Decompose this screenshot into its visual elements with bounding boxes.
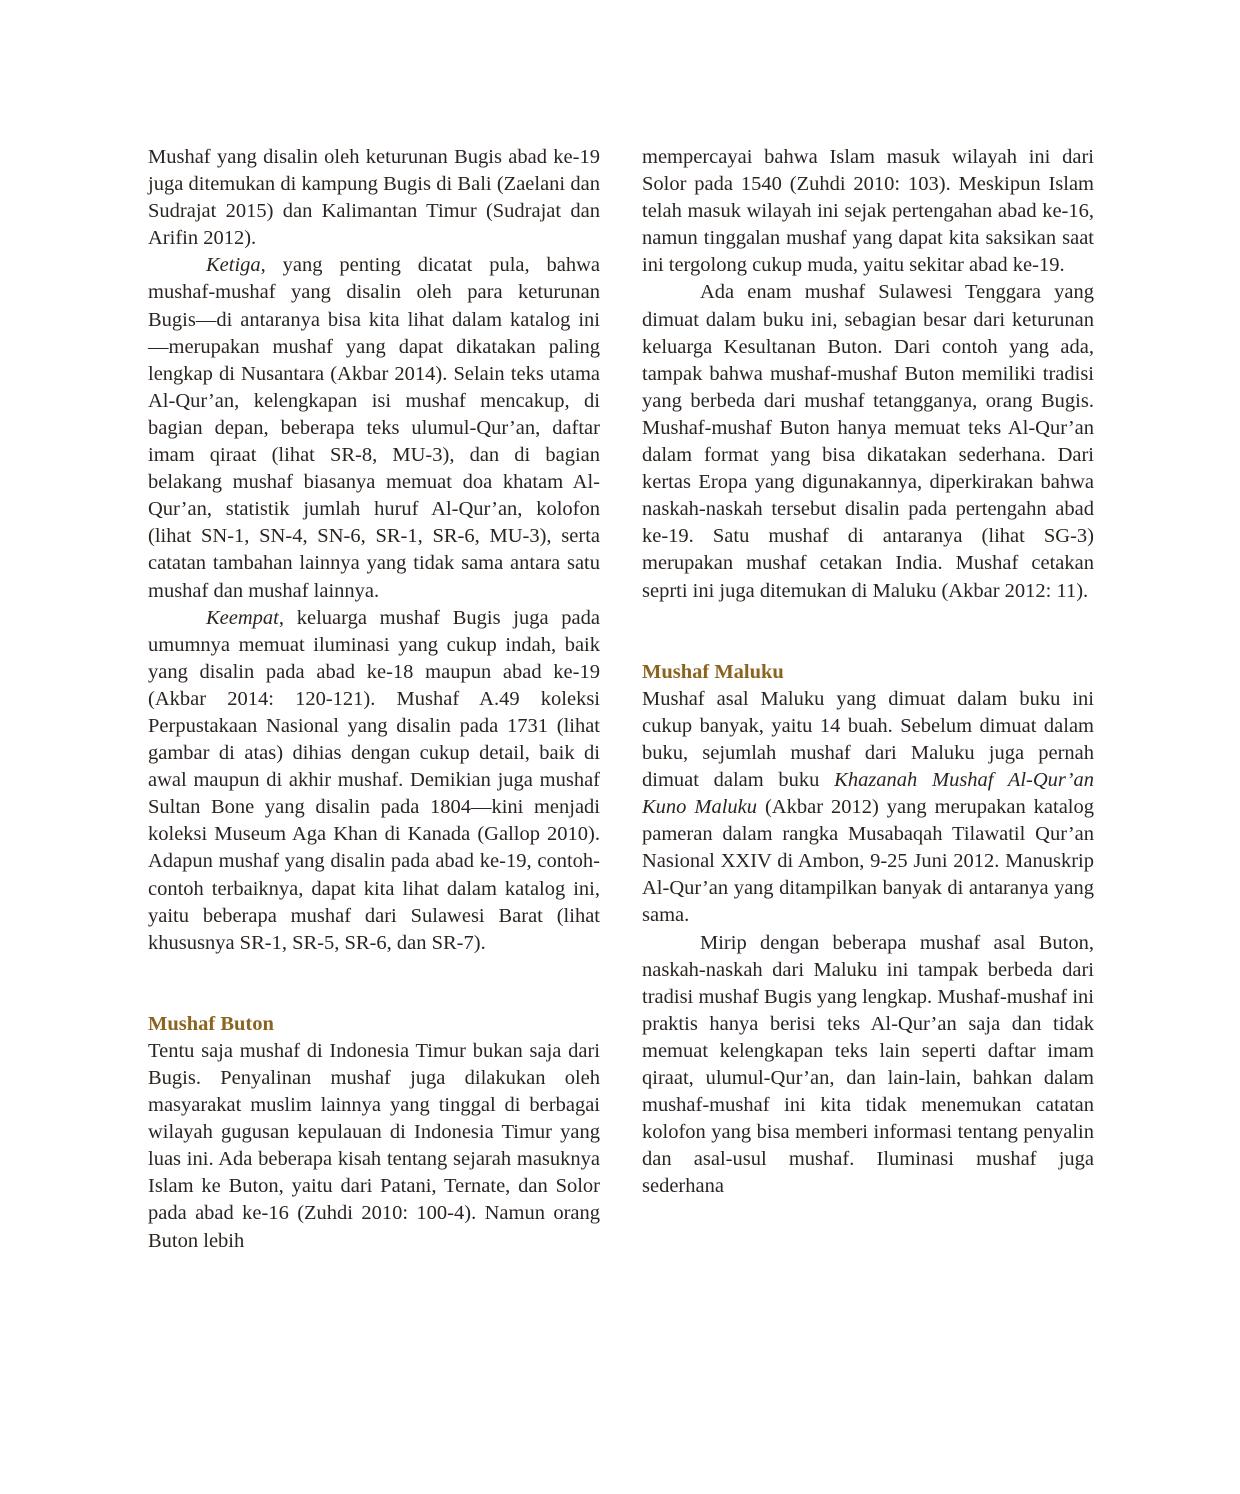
paragraph <box>642 686 1094 930</box>
section-heading-mushaf-maluku: Mushaf Maluku <box>642 660 784 683</box>
paragraph-text: , yang penting dicatat pula, bahwa mushaf-mushaf yang disalin oleh para keturunan Bugis—di antaranya bisa kita lihat dalam katalog ini—merupakan mushaf yang dapat dikatakan paling lengkap di Nusantara (Akbar 2014). Selain teks utama Al-Qur’an, kelengkapan isi mushaf mencakup, di bagian depan, beberapa teks ulumul-Qur’an, daftar imam qiraat (lihat SR-8, MU-3), dan di bagian belakang mushaf biasanya memuat doa khatam Al-Qur’an, statistik jumlah huruf Al-Qur’an, kolofon (lihat SN-1, SN-4, SN-6, SR-1, SR-6, MU-3), serta catatan tambahan lainnya yang tidak sama antara satu mushaf dan mushaf lainnya. <box>148 254 600 602</box>
book-title: Khazanah Mushaf Al-Qur’an Kuno Maluku <box>642 768 1094 819</box>
paragraph-text: , keluarga mushaf Bugis juga pada umumnya memuat iluminasi yang cukup indah, baik yang disalin pada abad ke-18 maupun abad ke-19 (Akbar 2014: 120-121). Mushaf A.49 koleksi Perpustakaan Nasional yang disalin pada 1731 (lihat gambar di atas) dihias dengan cukup detail, baik di awal maupun di akhir mushaf. Demikian juga mushaf Sultan Bone yang disalin pada 1804—kini menjadi koleksi Museum Aga Khan di Kanada (Gallop 2010). Adapun mushaf yang disalin pada abad ke-19, contoh-contoh terbaiknya, dapat kita lihat dalam katalog ini, yaitu beberapa mushaf dari Sulawesi Barat (lihat khususnya SR-1, SR-5, SR-6, dan SR-7). <box>148 606 600 954</box>
paragraph-ketiga <box>148 252 600 604</box>
paragraph-lead: Ketiga <box>206 254 261 277</box>
section-heading-mushaf-buton: Mushaf Buton <box>148 1012 274 1035</box>
section-gap <box>642 605 1094 659</box>
paragraph-text: Mushaf asal Maluku yang dimuat dalam buku ini cukup banyak, yaitu 14 buah. Sebelum dimuat dalam buku, sejumlah mushaf dari Maluku juga pernah dimuat dalam buku <box>642 687 1094 791</box>
paragraph-lead: Keempat <box>206 606 279 629</box>
paragraph: Mirip dengan beberapa mushaf asal Buton, naskah-naskah dari Maluku ini tampak berbeda dari tradisi mushaf Bugis yang lengkap. Mushaf-mushaf ini praktis hanya berisi teks Al-Qur’an saja dan tidak memuat kelengkapan teks lain seperti daftar imam qiraat, ulumul-Qur’an, dan lain-lain, bahkan dalam mushaf-mushaf ini kita tidak menemukan catatan kolofon yang bisa memberi informasi tentang penyalin dan asal-usul mushaf. Iluminasi mushaf juga sederhana <box>642 931 1094 1198</box>
paragraph: Mushaf yang disalin oleh keturunan Bugis abad ke-19 juga ditemukan di kampung Bugis di Bali (Zaelani dan Sudrajat 2015) dan Kalimantan Timur (Sudrajat dan Arifin 2012). <box>148 146 600 250</box>
paragraph: Tentu saja mushaf di Indonesia Timur bukan saja dari Bugis. Penyalinan mushaf juga dilakukan oleh masyarakat muslim lainnya yang tinggal di berbagai wilayah gugusan kepulauan di Indonesia Timur yang luas ini. Ada beberapa kisah tentang sejarah masuknya Islam ke Buton, yaitu dari Patani, Ternate, dan Solor pada abad ke-16 (Zuhdi 2010: 100-4). Namun orang Buton lebih <box>148 1039 600 1252</box>
paragraph-keempat <box>148 605 600 957</box>
paragraph-text: (Akbar 2012) yang merupakan katalog pameran dalam rangka Musabaqah Tilawatil Qur’an Nasional XXIV di Ambon, 9-25 Juni 2012. Manuskrip Al-Qur’an yang ditampilkan banyak di antaranya yang sama. <box>642 796 1094 927</box>
right-column <box>642 144 1094 1200</box>
section-gap <box>148 957 600 1011</box>
paragraph: mempercayai bahwa Islam masuk wilayah ini dari Solor pada 1540 (Zuhdi 2010: 103). Meskipun Islam telah masuk wilayah ini sejak pertengahan abad ke-16, namun tinggalan mushaf yang dapat kita saksikan saat ini tergolong cukup muda, yaitu sekitar abad ke-19. <box>642 146 1094 277</box>
left-column <box>148 144 600 1255</box>
paragraph: Ada enam mushaf Sulawesi Tenggara yang dimuat dalam buku ini, sebagian besar dari keturunan keluarga Kesultanan Buton. Dari contoh yang ada, tampak bahwa mushaf-mushaf Buton memiliki tradisi yang berbeda dari mushaf tetangganya, orang Bugis. Mushaf-mushaf Buton hanya memuat teks Al-Qur’an dalam format yang bisa dikatakan sederhana. Dari kertas Eropa yang digunakannya, diperkirakan bahwa naskah-naskah tersebut disalin pada pertengahn abad ke-19. Satu mushaf di antaranya (lihat SG-3) merupakan mushaf cetakan India. Mushaf cetakan seprti ini juga ditemukan di Maluku (Akbar 2012: 11). <box>642 281 1094 602</box>
